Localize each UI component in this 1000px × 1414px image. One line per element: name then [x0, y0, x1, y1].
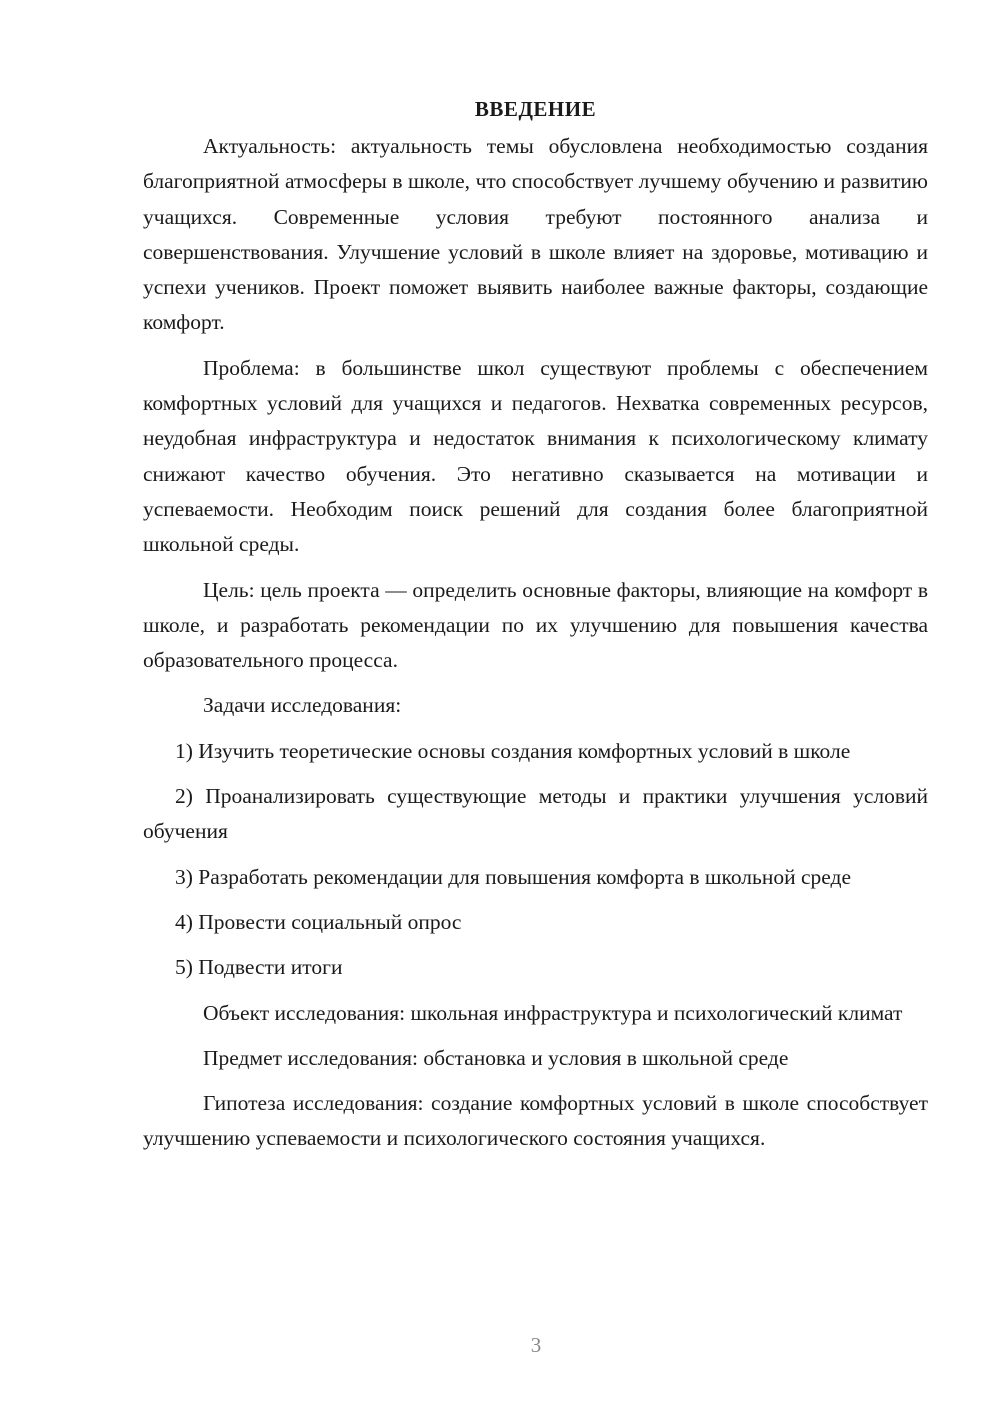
task-item-2: 2) Проанализировать существующие методы и практики улучшения условий обучения: [143, 784, 928, 844]
task-item-5: 5) Подвести итоги: [175, 955, 343, 980]
task-item-1: 1) Изучить теоретические основы создания комфортных условий в школе: [175, 738, 851, 763]
document-page: [143, 92, 928, 1157]
task-item-3: 3) Разработать рекомендации для повышения комфорта в школьной среде: [175, 864, 852, 889]
task-item-4: 4) Провести социальный опрос: [175, 909, 462, 934]
subject-paragraph: Предмет исследования: обстановка и условия в школьной среде: [203, 1045, 789, 1070]
tasks-heading: Задачи исследования:: [203, 693, 402, 718]
goal-paragraph: Цель: цель проекта — определить основные факторы, влияющие на комфорт в школе, и разработать рекомендации по их улучшению для повышения качества образовательного процесса.: [143, 577, 928, 673]
object-paragraph: Объект исследования: школьная инфраструктура и психологический климат: [203, 1000, 903, 1025]
document-title: ВВЕДЕНИЕ: [474, 97, 597, 121]
relevance-paragraph: Актуальность: актуальность темы обусловлена необходимостью создания благоприятной атмосферы в школе, что способствует лучшему обучению и развитию учащихся. Современные условия требуют постоянного анализа и совершенствования. Улучшение условий в школе влияет на здоровье, мотивацию и успехи учеников. Проект поможет выявить наиболее важные факторы, создающие комфорт.: [143, 134, 928, 335]
hypothesis-paragraph: Гипотеза исследования: создание комфортных условий в школе способствует улучшению успеваемости и психологического состояния учащихся.: [143, 1091, 928, 1151]
problem-paragraph: Проблема: в большинстве школ существуют проблемы с обеспечением комфортных условий для учащихся и педагогов. Нехватка современных ресурсов, неудобная инфраструктура и недостаток внимания к психологическому климату снижают качество обучения. Это негативно сказывается на мотивации и успеваемости. Необходим поиск решений для создания более благоприятной школьной среды.: [143, 355, 928, 557]
page-number: 3: [530, 1333, 542, 1357]
